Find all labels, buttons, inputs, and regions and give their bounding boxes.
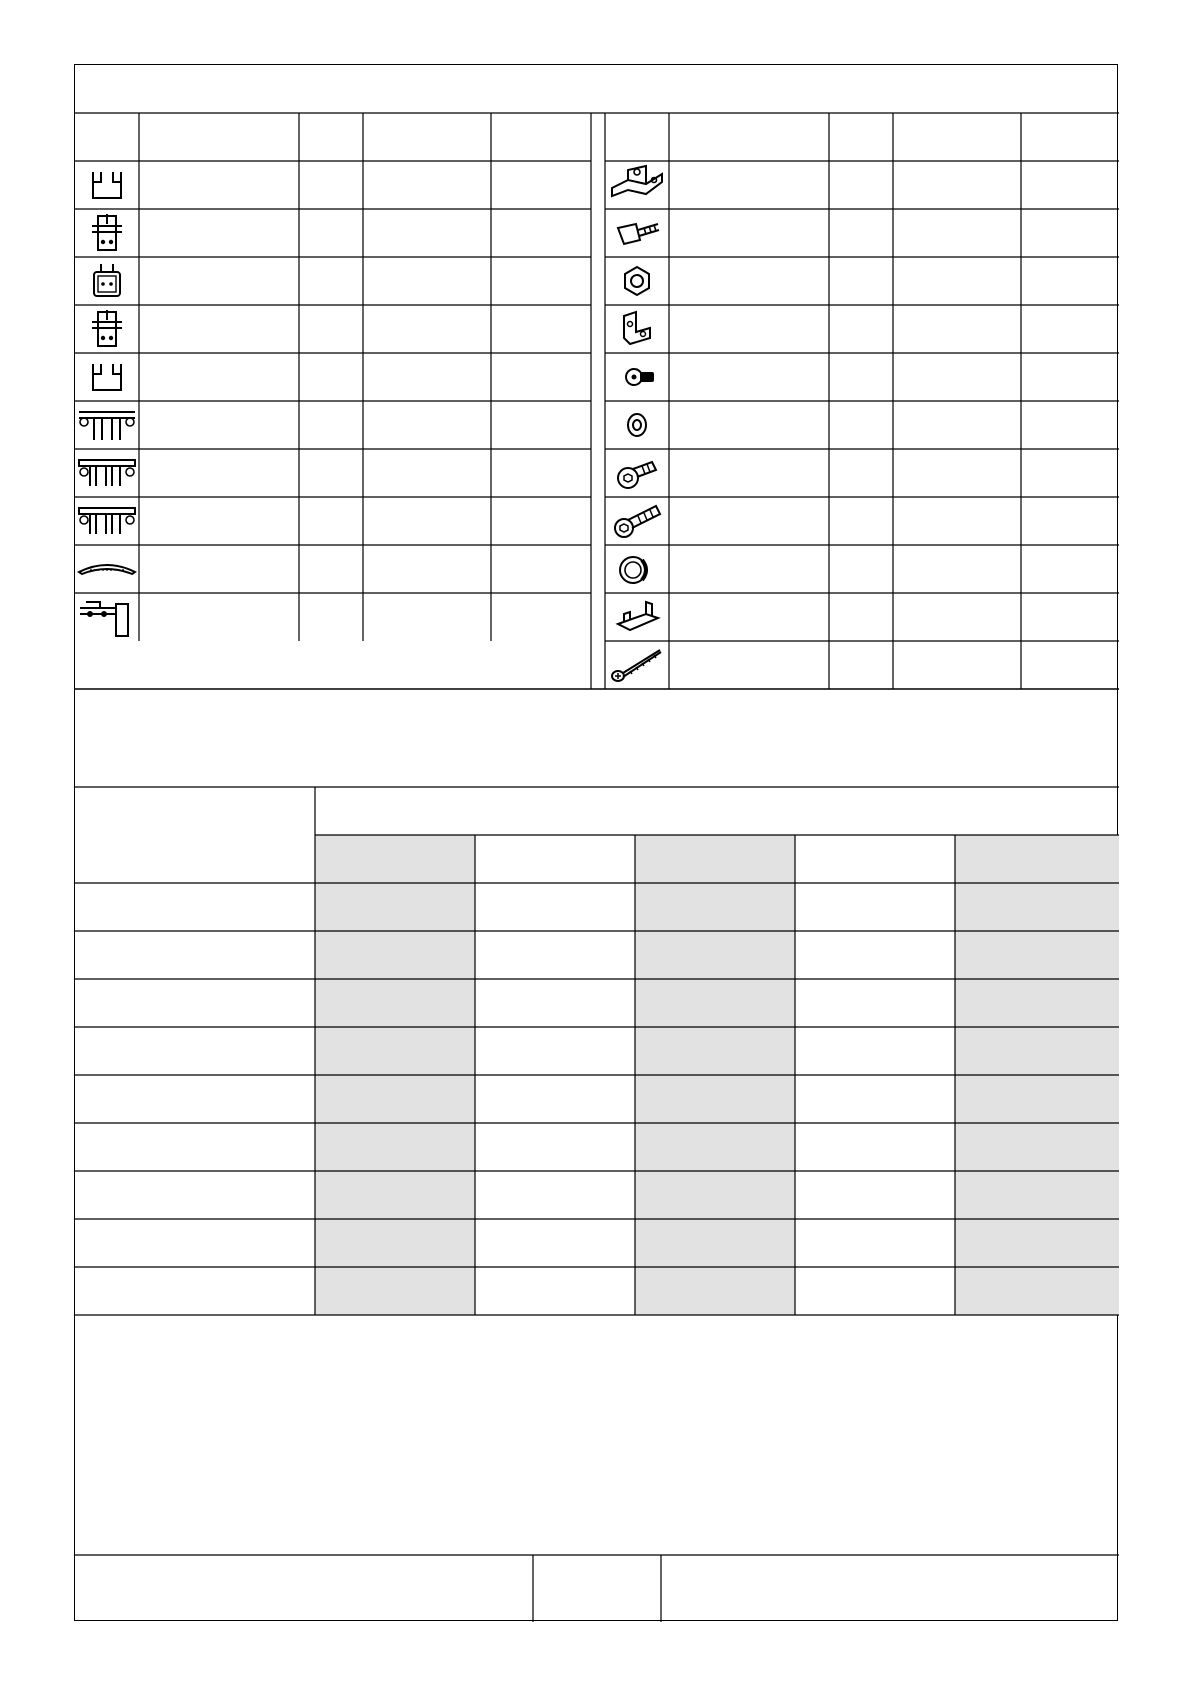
socket-cap-screw-icon	[606, 450, 668, 496]
parts-sheet	[74, 64, 1118, 1621]
cover-strip-icon	[76, 546, 138, 592]
mounting-bracket-icon	[606, 162, 668, 208]
rail-bracket-double-icon	[76, 450, 138, 496]
u-channel-profile-icon	[76, 162, 138, 208]
carriage-block-icon	[76, 210, 138, 256]
hanger-assembly-icon	[76, 594, 138, 640]
end-cap-block-icon	[76, 258, 138, 304]
hex-nut-icon	[606, 258, 668, 304]
angle-bracket-icon	[606, 306, 668, 352]
carriage-block-icon	[76, 306, 138, 352]
u-channel-profile-icon	[76, 354, 138, 400]
t-bolt-icon	[606, 210, 668, 256]
washer-icon	[606, 402, 668, 448]
rail-bracket-double-icon	[76, 498, 138, 544]
stop-plate-icon	[606, 594, 668, 640]
button-head-screw-icon	[606, 354, 668, 400]
wood-screw-icon	[606, 642, 668, 688]
long-socket-cap-screw-icon	[606, 498, 668, 544]
sheet-grid-lines	[75, 65, 1119, 1622]
rubber-bushing-icon	[606, 546, 668, 592]
rail-bracket-single-icon	[76, 402, 138, 448]
